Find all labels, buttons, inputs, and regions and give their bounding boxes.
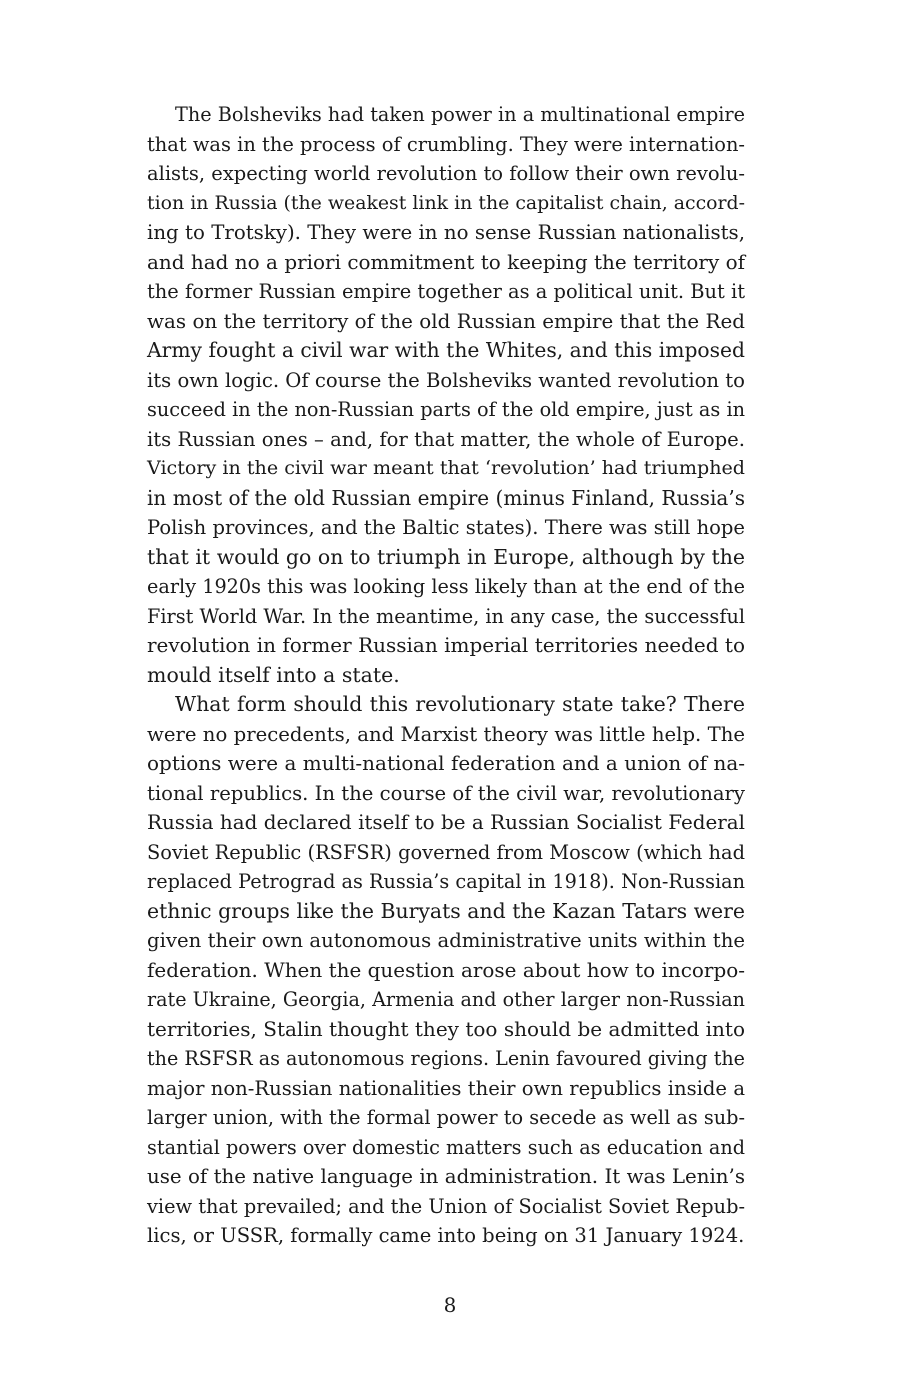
text-line: stantial powers over domestic matters such as education and bbox=[147, 1135, 745, 1159]
text-line: that was in the process of crumbling. They were internation- bbox=[147, 132, 745, 156]
text-line: and had no a priori commitment to keeping the territory of bbox=[147, 249, 745, 274]
text-line: Victory in the civil war meant that ‘revolution’ had triumphed bbox=[147, 457, 745, 479]
text-line: Russia had declared itself to be a Russian Socialist Federal bbox=[147, 811, 745, 834]
text-line: were no precedents, and Marxist theory was little help. The bbox=[147, 722, 745, 746]
text-line: lics, or USSR, formally came into being on 31 January 1924. bbox=[147, 1224, 745, 1247]
text-line: Soviet Republic (RSFSR) governed from Moscow (which had bbox=[147, 840, 745, 864]
text-line: federation. When the question arose about how to incorpo- bbox=[147, 957, 745, 982]
text-line: its Russian ones – and, for that matter, the whole of Europe. bbox=[147, 427, 745, 451]
text-line: replaced Petrograd as Russia’s capital in 1918). Non-Russian bbox=[147, 870, 745, 893]
text-line: mould itself into a state. bbox=[147, 662, 400, 687]
page-body bbox=[147, 100, 745, 1390]
paragraph-1 bbox=[147, 100, 745, 690]
text-line: First World War. In the meantime, in any case, the successful bbox=[147, 604, 745, 628]
text-line: succeed in the non-Russian parts of the old empire, just as in bbox=[147, 398, 745, 421]
paragraph-2 bbox=[147, 690, 745, 1251]
text-line: The Bolsheviks had taken power in a multinational empire bbox=[175, 103, 745, 126]
text-line: ethnic groups like the Buryats and the Kazan Tatars were bbox=[147, 898, 745, 923]
page-number: 8 bbox=[443, 1293, 457, 1317]
text-line: Army fought a civil war with the Whites, and this imposed bbox=[147, 338, 745, 362]
text-line: major non-Russian nationalities their own republics inside a bbox=[147, 1076, 745, 1100]
text-line: Polish provinces, and the Baltic states). There was still hope bbox=[147, 516, 745, 539]
text-line: territories, Stalin thought they too should be admitted into bbox=[147, 1016, 745, 1041]
text-line: What form should this revolutionary state take? There bbox=[175, 692, 745, 716]
text-line: options were a multi-national federation and a union of na- bbox=[147, 751, 745, 775]
text-line: revolution in former Russian imperial territories needed to bbox=[147, 633, 745, 657]
text-line: view that prevailed; and the Union of Socialist Soviet Repub- bbox=[147, 1194, 745, 1218]
text-line: use of the native language in administration. It was Lenin’s bbox=[147, 1165, 745, 1188]
text-line: early 1920s this was looking less likely than at the end of the bbox=[147, 575, 745, 598]
text-line: its own logic. Of course the Bolsheviks wanted revolution to bbox=[147, 368, 745, 392]
text-line: ing to Trotsky). They were in no sense Russian nationalists, bbox=[147, 221, 745, 244]
text-line: was on the territory of the old Russian empire that the Red bbox=[147, 309, 745, 333]
text-line: larger union, with the formal power to secede as well as sub- bbox=[147, 1106, 745, 1129]
text-line: alists, expecting world revolution to follow their own revolu- bbox=[147, 162, 745, 185]
text-line: that it would go on to triumph in Europe, although by the bbox=[147, 544, 745, 569]
text-line: in most of the old Russian empire (minus Finland, Russia’s bbox=[147, 485, 745, 510]
text-line: tional republics. In the course of the civil war, revolutionary bbox=[147, 781, 745, 805]
text-line: tion in Russia (the weakest link in the capitalist chain, accord- bbox=[147, 191, 745, 214]
text-line: given their own autonomous administrative units within the bbox=[147, 929, 745, 952]
text-line: rate Ukraine, Georgia, Armenia and other larger non-Russian bbox=[147, 988, 745, 1011]
text-line: the RSFSR as autonomous regions. Lenin favoured giving the bbox=[147, 1047, 745, 1070]
text-line: the former Russian empire together as a political unit. But it bbox=[147, 280, 745, 303]
